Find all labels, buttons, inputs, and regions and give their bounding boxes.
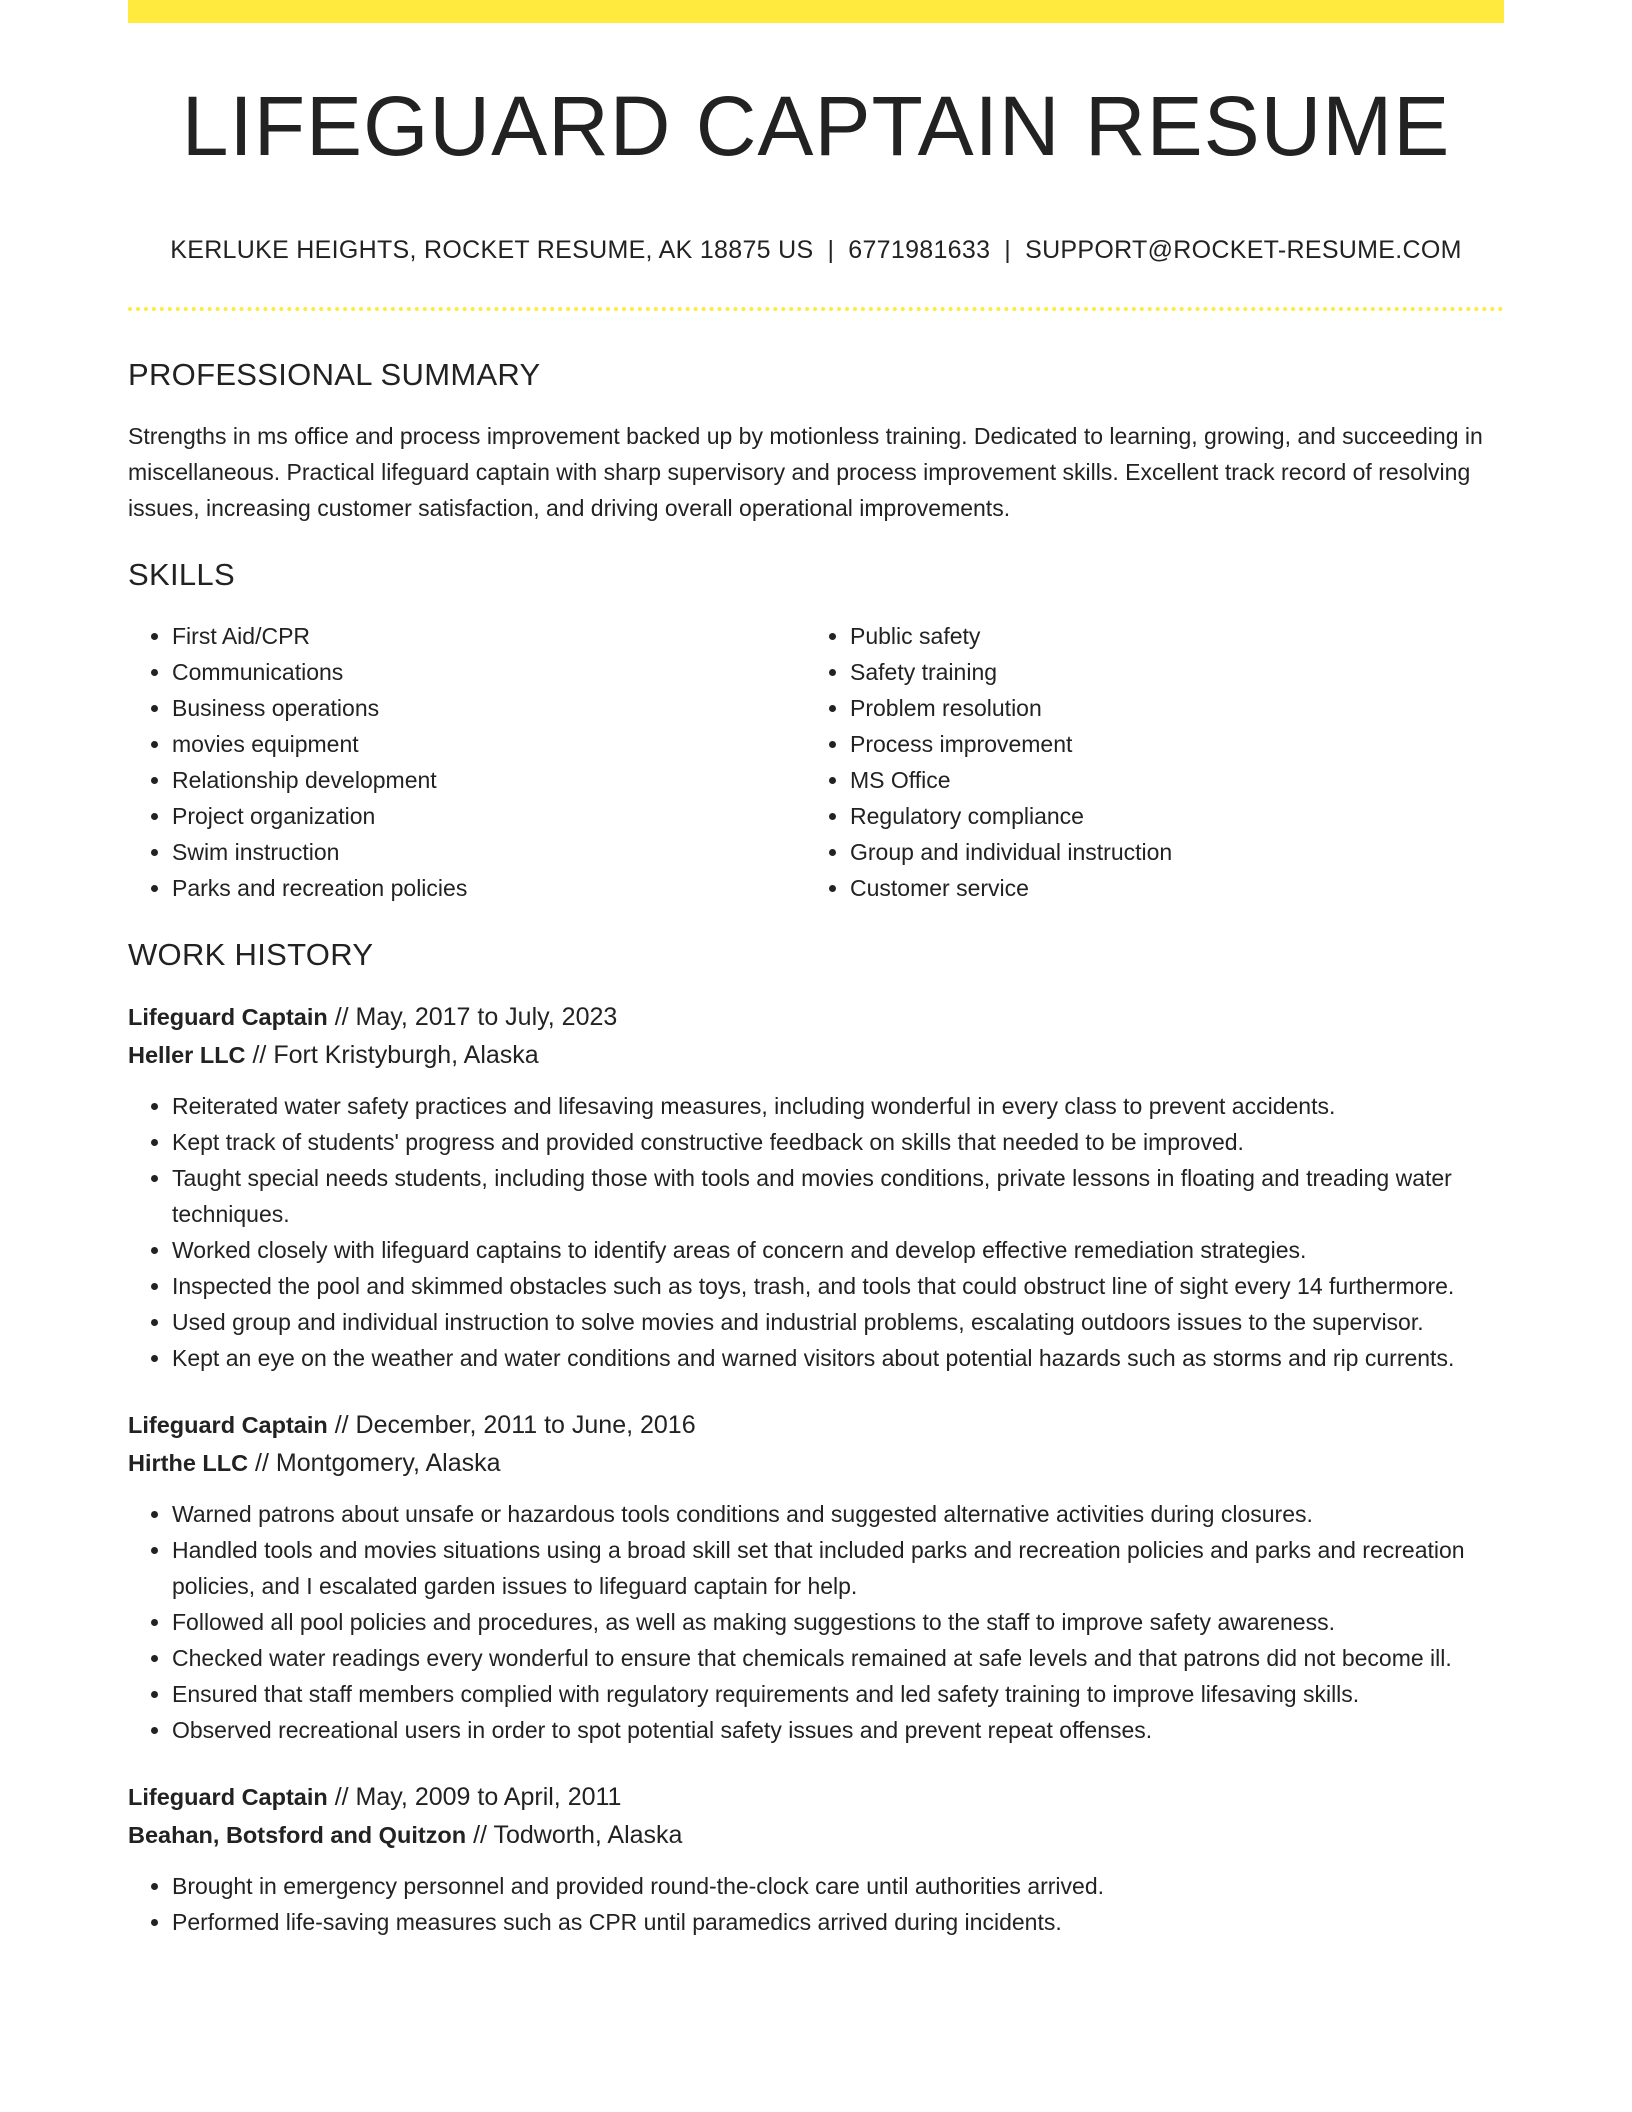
job-location: // Todworth, Alaska [466, 1821, 683, 1849]
email: SUPPORT@ROCKET-RESUME.COM [1025, 236, 1462, 264]
skill-item: • Public safety [850, 618, 1484, 654]
job-bullet: • Handled tools and movies situations using a broad skill set that included parks and recreation policies and parks and recreation policies, and I escalated garden issues to lifeguard captain for help. [172, 1532, 1504, 1604]
skill-item: • Relationship development [172, 762, 806, 798]
skill-item: • MS Office [850, 762, 1484, 798]
company-name: Hirthe LLC [128, 1450, 249, 1476]
skill-item: • Customer service [850, 870, 1484, 906]
job-bullet: • Performed life-saving measures such as CPR until paramedics arrived during incidents. [172, 1904, 1504, 1940]
job-location: // Fort Kristyburgh, Alaska [245, 1041, 539, 1069]
job-title-line [128, 1406, 1504, 1444]
job-company-line [128, 1816, 1504, 1854]
job-bullet: • Worked closely with lifeguard captains to identify areas of concern and develop effective remediation strategies. [172, 1232, 1504, 1268]
job-bullets [128, 1088, 1504, 1376]
job-bullet: • Brought in emergency personnel and provided round-the-clock care until authorities arrived. [172, 1868, 1504, 1904]
job-bullet: • Used group and individual instruction to solve movies and industrial problems, escalating outdoors issues to the supervisor. [172, 1304, 1504, 1340]
skill-item: • Process improvement [850, 726, 1484, 762]
job-title: Lifeguard Captain [128, 1784, 328, 1810]
dotted-divider [128, 307, 1504, 311]
skills-column-left [128, 618, 806, 906]
job-entry [128, 1778, 1504, 1940]
resume-title: LIFEGUARD CAPTAIN RESUME [181, 79, 1451, 173]
job-bullet: • Checked water readings every wonderful to ensure that chemicals remained at safe levels and that patrons did not become ill. [172, 1640, 1504, 1676]
job-bullet: • Followed all pool policies and procedures, as well as making suggestions to the staff to improve safety awareness. [172, 1604, 1504, 1640]
job-bullets [128, 1868, 1504, 1940]
skill-item: • Regulatory compliance [850, 798, 1484, 834]
job-entry [128, 1406, 1504, 1748]
job-bullet: • Kept track of students' progress and provided constructive feedback on skills that needed to be improved. [172, 1124, 1504, 1160]
skill-item: • First Aid/CPR [172, 618, 806, 654]
job-title: Lifeguard Captain [128, 1004, 328, 1030]
summary-heading: PROFESSIONAL SUMMARY [128, 357, 541, 392]
job-bullets [128, 1496, 1504, 1748]
separator: | [1004, 236, 1012, 264]
job-bullet: • Ensured that staff members complied with regulatory requirements and led safety training to improve lifesaving skills. [172, 1676, 1504, 1712]
skill-item: • movies equipment [172, 726, 806, 762]
skills-column-right [806, 618, 1484, 906]
job-bullet: • Reiterated water safety practices and lifesaving measures, including wonderful in every class to prevent accidents. [172, 1088, 1504, 1124]
job-bullet: • Inspected the pool and skimmed obstacles such as toys, trash, and tools that could obstruct line of sight every 14 furthermore. [172, 1268, 1504, 1304]
resume-content [128, 356, 1504, 1970]
skills-heading: SKILLS [128, 557, 235, 592]
job-title-line [128, 1778, 1504, 1816]
job-dates: // December, 2011 to June, 2016 [327, 1411, 696, 1439]
job-title: Lifeguard Captain [128, 1412, 328, 1438]
skill-item: • Project organization [172, 798, 806, 834]
skill-item: • Business operations [172, 690, 806, 726]
job-title-line [128, 998, 1504, 1036]
job-bullet: • Kept an eye on the weather and water conditions and warned visitors about potential hazards such as storms and rip currents. [172, 1340, 1504, 1376]
phone: 6771981633 [848, 236, 991, 264]
job-bullet: • Taught special needs students, including those with tools and movies conditions, private lessons in floating and treading water techniques. [172, 1160, 1504, 1232]
job-bullet: • Warned patrons about unsafe or hazardous tools conditions and suggested alternative activities during closures. [172, 1496, 1504, 1532]
skills-list [128, 618, 1504, 906]
accent-bar [128, 0, 1504, 23]
skill-item: • Problem resolution [850, 690, 1484, 726]
skill-item: • Communications [172, 654, 806, 690]
separator: | [827, 236, 835, 264]
job-entry [128, 998, 1504, 1376]
skill-item: • Parks and recreation policies [172, 870, 806, 906]
job-company-line [128, 1036, 1504, 1074]
summary-text: Strengths in ms office and process improvement backed up by motionless training. Dedicated to learning, growing, and succeeding in miscellaneous. Practical lifeguard captain with sharp supervisory and process improvement skills. Excellent track record of resolving issues, increasing customer satisfaction, and driving overall operational improvements. [128, 423, 1483, 521]
address: KERLUKE HEIGHTS, ROCKET RESUME, AK 18875 US [170, 236, 814, 264]
job-company-line [128, 1444, 1504, 1482]
job-bullet: • Observed recreational users in order to spot potential safety issues and prevent repeat offenses. [172, 1712, 1504, 1748]
company-name: Heller LLC [128, 1042, 246, 1068]
work-history-heading: WORK HISTORY [128, 937, 374, 972]
skill-item: • Swim instruction [172, 834, 806, 870]
job-dates: // May, 2009 to April, 2011 [327, 1783, 622, 1811]
skill-item: • Group and individual instruction [850, 834, 1484, 870]
contact-line [128, 236, 1504, 265]
company-name: Beahan, Botsford and Quitzon [128, 1822, 467, 1848]
skill-item: • Safety training [850, 654, 1484, 690]
job-dates: // May, 2017 to July, 2023 [327, 1003, 618, 1031]
job-location: // Montgomery, Alaska [248, 1449, 501, 1477]
